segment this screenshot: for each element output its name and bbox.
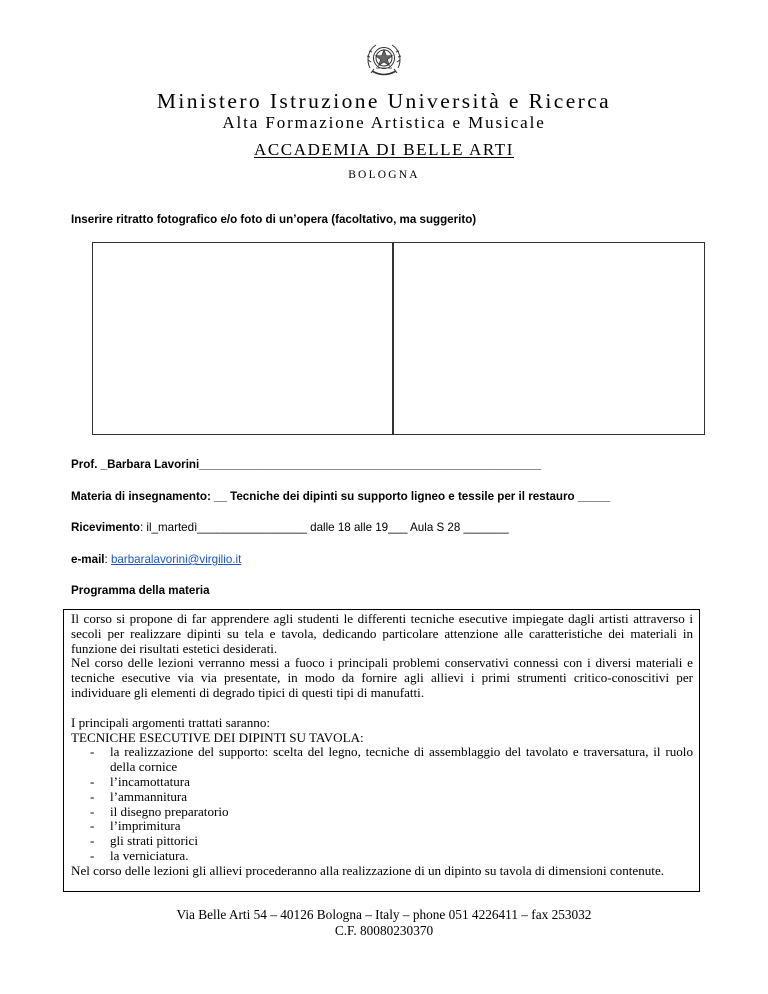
email-link[interactable]: barbaralavorini@virgilio.it [110,553,242,566]
topics-intro: I principali argomenti trattati saranno: [71,714,271,730]
topics-list [71,745,693,863]
topics-heading: TECNICHE ESECUTIVE DEI DIPINTI SU TAVOLA: [71,729,364,745]
footer-address: Via Belle Arti 54 – 40126 Bologna – Italy – phone 051 4226411 – fax 253032 [176,907,592,922]
email-separator: : [104,553,111,566]
city-label: BOLOGNA [348,169,420,181]
list-item [71,790,693,805]
footer-tax-code: C.F. 80080230370 [334,923,434,938]
office-hours-value: : il_martedì_________________ dalle 18 alle 19___ Aula S 28 _______ [139,521,509,534]
list-item-text: il disegno preparatorio [110,803,229,819]
office-hours-label: Ricevimento [71,521,140,534]
ministry-title: Ministero Istruzione Università e Ricerca [156,89,612,113]
list-item-text: la verniciatura. [110,847,189,863]
footer [0,907,768,939]
paragraph-spacer [71,701,693,716]
list-item [71,834,693,849]
program-heading: Programma della materia [71,584,210,597]
list-item [71,849,693,864]
list-item [71,805,693,820]
italian-republic-emblem-icon [362,38,406,82]
list-dash: - [90,744,95,760]
subject-value: : __ Tecniche dei dipinti su supporto ligneo e tessile per il restauro _____ [206,490,611,503]
academy-title-text: ACCADEMIA DI BELLE ARTI [253,140,515,159]
list-dash: - [90,818,95,834]
list-dash: - [90,847,95,863]
program-closing-paragraph: Nel corso delle lezioni gli allievi procederanno alla realizzazione di un dipinto su tavola di dimensioni contenute. [71,862,665,878]
list-item-text: l’imprimitura [110,818,181,834]
list-dash: - [90,803,95,819]
photo-instruction: Inserire ritratto fotografico e/o foto di un’opera (facoltativo, ma suggerito) [71,213,477,226]
subject-label: Materia di insegnamento [71,490,207,503]
list-dash: - [90,773,95,789]
professor-fill-line: _____________________________________________________ [199,458,541,471]
email-label: e-mail [71,553,105,566]
list-item [71,745,693,775]
office-hours-line [71,521,509,534]
list-item [71,819,693,834]
artwork-photo-placeholder[interactable] [393,242,705,435]
program-conservation-paragraph: Nel corso delle lezioni verranno messi a fuoco i principali problemi conservativi connessi con i diversi materiali e tecniche esecutive via via presentate, in modo da fornire agli allievi i primi strumenti critico-conoscitivi per individuare gli elementi di degrado tipici di questi tipi di manufatti. [71,655,693,700]
afam-subtitle: Alta Formazione Artistica e Musicale [222,113,546,132]
list-dash: - [90,788,95,804]
portrait-photo-placeholder[interactable] [92,242,393,435]
professor-name: Prof. _Barbara Lavorini [71,458,200,471]
list-item-text: l’incamottatura [110,773,190,789]
professor-line [71,458,541,471]
academy-title [0,140,768,160]
list-item-text: l’ammannitura [110,788,188,804]
list-item-text: gli strati pittorici [110,833,199,849]
list-item-text: la realizzazione del supporto: scelta del legno, tecniche di assemblaggio del tavolato e traversatura, il ruolo della cornice [110,744,693,775]
email-line [71,553,241,566]
list-dash: - [90,833,95,849]
subject-line [71,490,610,503]
program-text-box [63,609,700,892]
program-intro-paragraph: Il corso si propone di far apprendere agli studenti le differenti tecniche esecutive impiegate dagli artisti attraverso i secoli per realizzare dipinti su tela e tavola, dedicando particolare attenzione alle caratteristiche dei materiali in funzione dei risultati estetici desiderati. [71,611,693,656]
list-item [71,775,693,790]
